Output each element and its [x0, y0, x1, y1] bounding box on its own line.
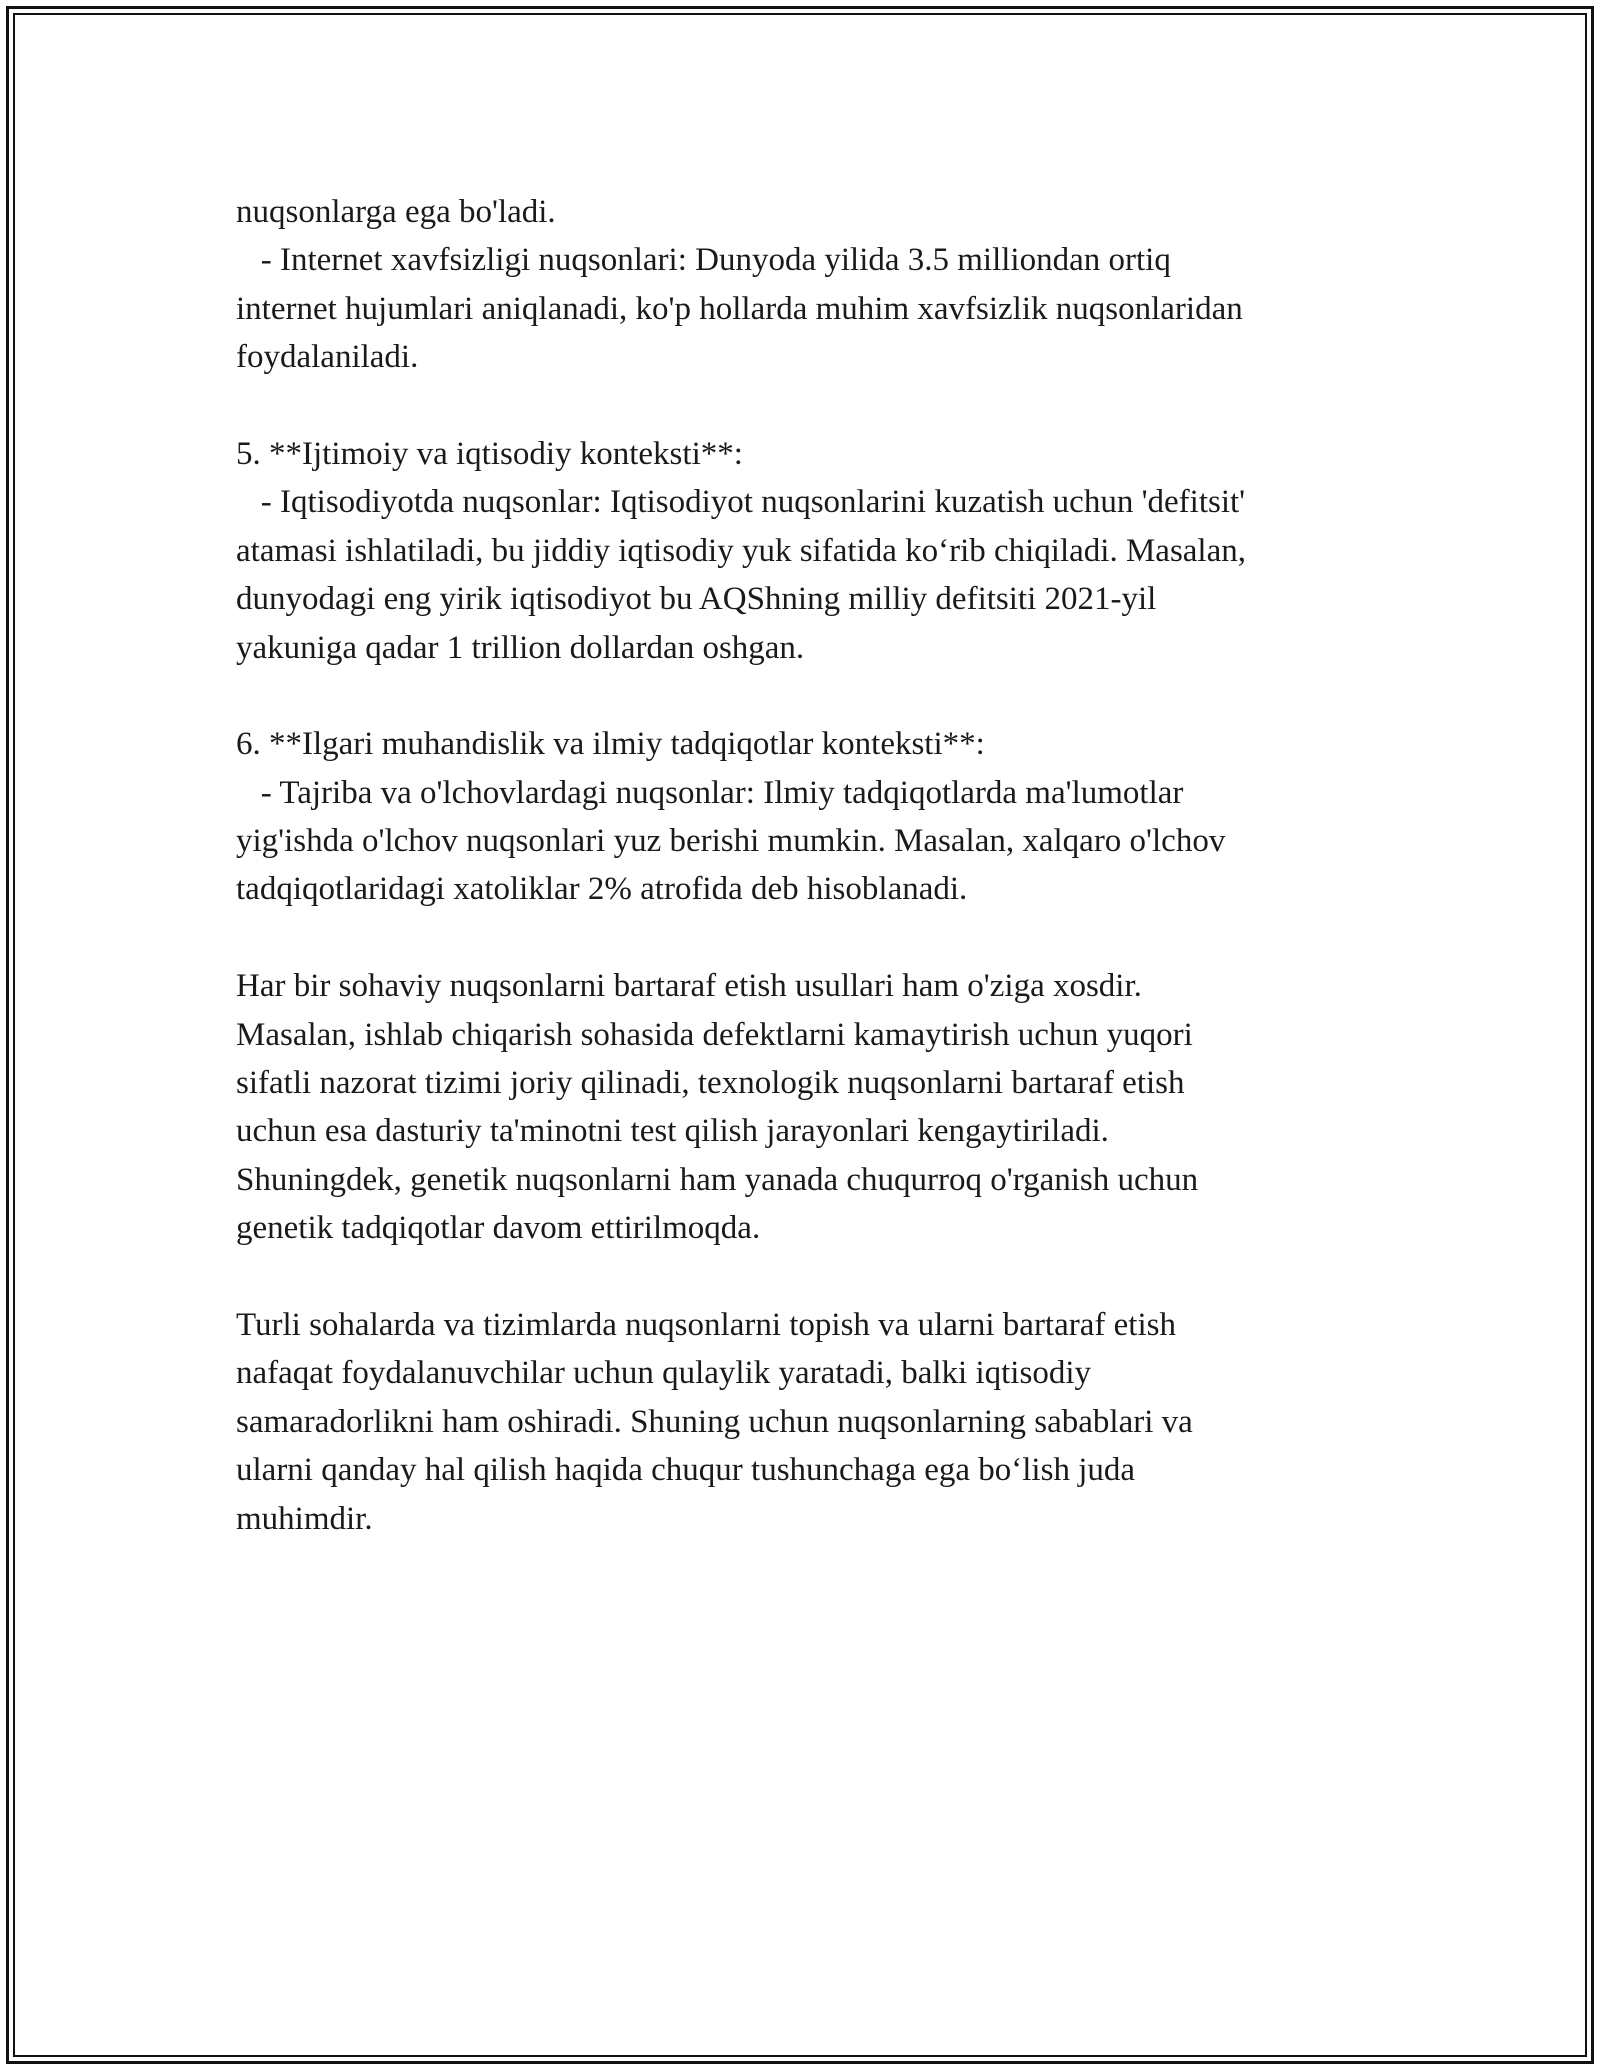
paragraph-remediation-methods	[236, 962, 1386, 1252]
text-line: atamasi ishlatiladi, bu jiddiy iqtisodiy yuk sifatida ko‘rib chiqiladi. Masalan,	[236, 532, 1246, 569]
text-line: - Tajriba va o'lchovlardagi nuqsonlar: Ilmiy tadqiqotlarda ma'lumotlar	[236, 774, 1184, 811]
document-body	[236, 188, 1386, 1543]
paragraph-conclusion	[236, 1301, 1386, 1543]
paragraph-engineering-research	[236, 720, 1386, 914]
text-line: ularni qanday hal qilish haqida chuqur tushunchaga ega bo‘lish juda	[236, 1452, 1136, 1489]
text-line: - Iqtisodiyotda nuqsonlar: Iqtisodiyot nuqsonlarini kuzatish uchun 'defitsit'	[236, 484, 1246, 521]
section-heading: 6. **Ilgari muhandislik va ilmiy tadqiqotlar konteksti**:	[236, 726, 985, 763]
text-line: genetik tadqiqotlar davom ettirilmoqda.	[236, 1210, 761, 1247]
text-line: muhimdir.	[236, 1500, 373, 1537]
paragraph-social-economic	[236, 430, 1386, 672]
text-line: Har bir sohaviy nuqsonlarni bartaraf etish usullari ham o'ziga xosdir.	[236, 968, 1142, 1005]
paragraph-spacer	[236, 672, 1386, 720]
text-line: nuqsonlarga ega bo'ladi.	[236, 194, 556, 230]
text-line: sifatli nazorat tizimi joriy qilinadi, texnologik nuqsonlarni bartaraf etish	[236, 1065, 1185, 1102]
text-line: internet hujumlari aniqlanadi, ko'p hollarda muhim xavfsizlik nuqsonlaridan	[236, 290, 1243, 327]
section-heading: 5. **Ijtimoiy va iqtisodiy konteksti**:	[236, 435, 743, 472]
paragraph-spacer	[236, 382, 1386, 430]
text-line: foydalaniladi.	[236, 339, 419, 376]
text-line: tadqiqotlaridagi xatoliklar 2% atrofida deb hisoblanadi.	[236, 871, 968, 908]
text-line: yig'ishda o'lchov nuqsonlari yuz berishi mumkin. Masalan, xalqaro o'lchov	[236, 823, 1226, 860]
paragraph-spacer	[236, 914, 1386, 962]
text-line: Masalan, ishlab chiqarish sohasida defektlarni kamaytirish uchun yuqori	[236, 1016, 1193, 1053]
text-line: uchun esa dasturiy ta'minotni test qilish jarayonlari kengaytiriladi.	[236, 1113, 1109, 1150]
paragraph-internet-security	[236, 188, 1386, 382]
text-line: yakuniga qadar 1 trillion dollardan oshgan.	[236, 629, 805, 666]
text-line: Shuningdek, genetik nuqsonlarni ham yanada chuqurroq o'rganish uchun	[236, 1161, 1199, 1198]
text-line: - Internet xavfsizligi nuqsonlari: Dunyoda yilida 3.5 milliondan ortiq	[236, 242, 1171, 279]
text-line: Turli sohalarda va tizimlarda nuqsonlarni topish va ularni bartaraf etish	[236, 1306, 1176, 1343]
text-line: samaradorlikni ham oshiradi. Shuning uchun nuqsonlarning sabablari va	[236, 1403, 1193, 1440]
text-line: dunyodagi eng yirik iqtisodiyot bu AQShning milliy defitsiti 2021-yil	[236, 581, 1157, 618]
paragraph-spacer	[236, 1253, 1386, 1301]
text-line: nafaqat foydalanuvchilar uchun qulaylik yaratadi, balki iqtisodiy	[236, 1355, 1091, 1392]
